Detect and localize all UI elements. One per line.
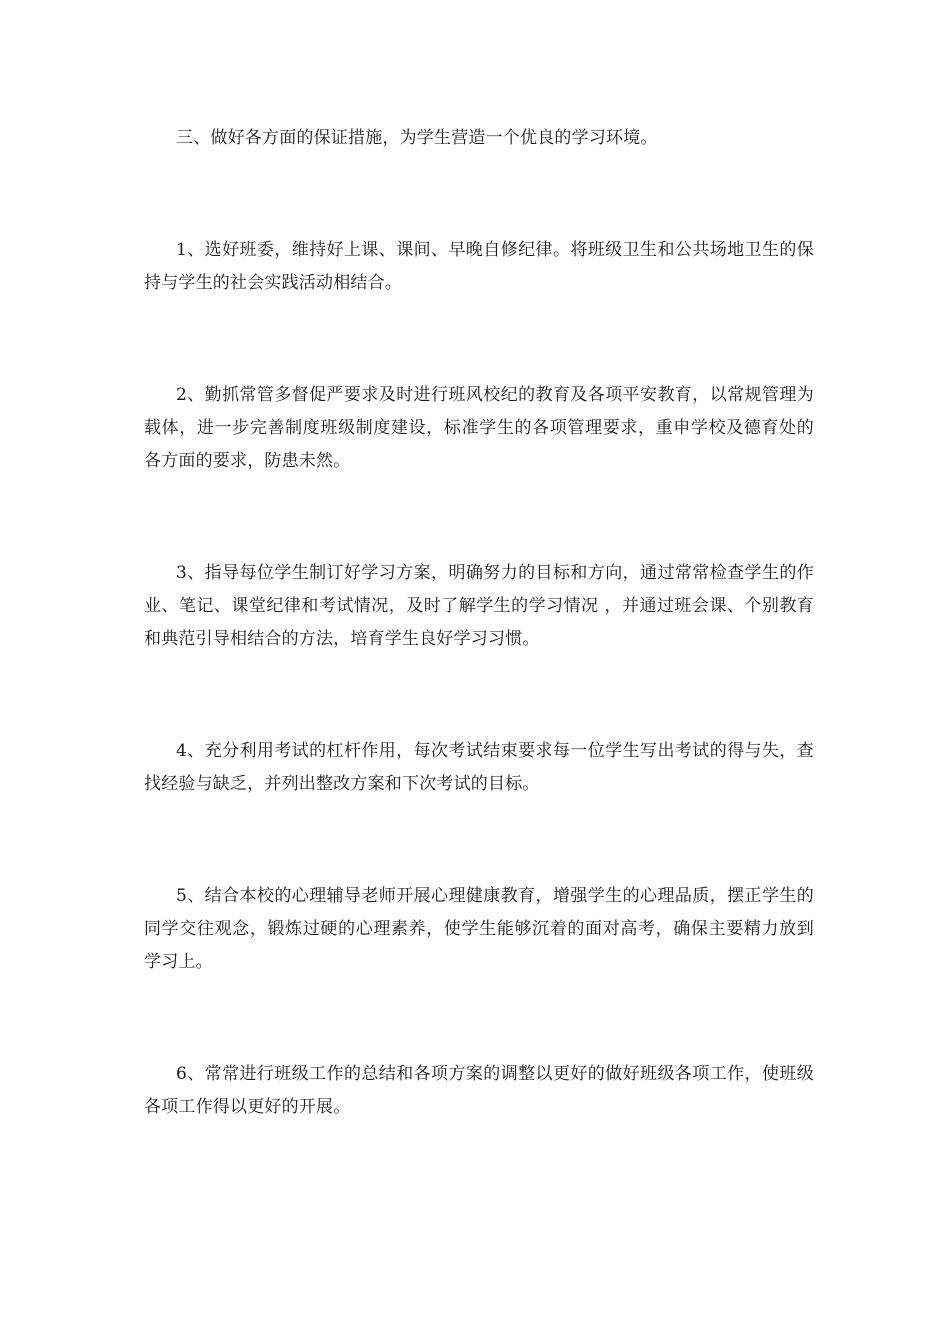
paragraph-item-4: 4、充分利用考试的杠杆作用，每次考试结束要求每一位学生写出考试的得与失，查找经验与缺乏，并列出整改方案和下次考试的目标。 [144, 741, 814, 794]
paragraph-item-5: 5、结合本校的心理辅导老师开展心理健康教育，增强学生的心理品质，摆正学生的同学交往观念，锻炼过硬的心理素养，使学生能够沉着的面对高考，确保主要精力放到学习上。 [144, 886, 814, 972]
paragraph-item-6: 6、常常进行班级工作的总结和各项方案的调整以更好的做好班级各项工作，使班级各项工作得以更好的开展。 [144, 1064, 814, 1117]
paragraph-item-3: 3、指导每位学生制订好学习方案，明确努力的目标和方向，通过常常检查学生的作业、笔记、课堂纪律和考试情况，及时了解学生的学习情况 ，并通过班会课、个别教育和典范引导相结合的方法，培育学生良好学习习惯。 [144, 563, 814, 649]
paragraph-item-1: 1、选好班委，维持好上课、课间、早晚自修纪律。将班级卫生和公共场地卫生的保持与学生的社会实践活动相结合。 [144, 240, 814, 293]
document-body [144, 122, 814, 1124]
paragraph-item-2: 2、勤抓常管多督促严要求及时进行班风校纪的教育及各项平安教育，以常规管理为载体，进一步完善制度班级制度建设，标准学生的各项管理要求，重申学校及德育处的各方面的要求，防患未然。 [144, 385, 814, 471]
section-heading: 三、做好各方面的保证措施，为学生营造一个优良的学习环境。 [176, 128, 658, 148]
